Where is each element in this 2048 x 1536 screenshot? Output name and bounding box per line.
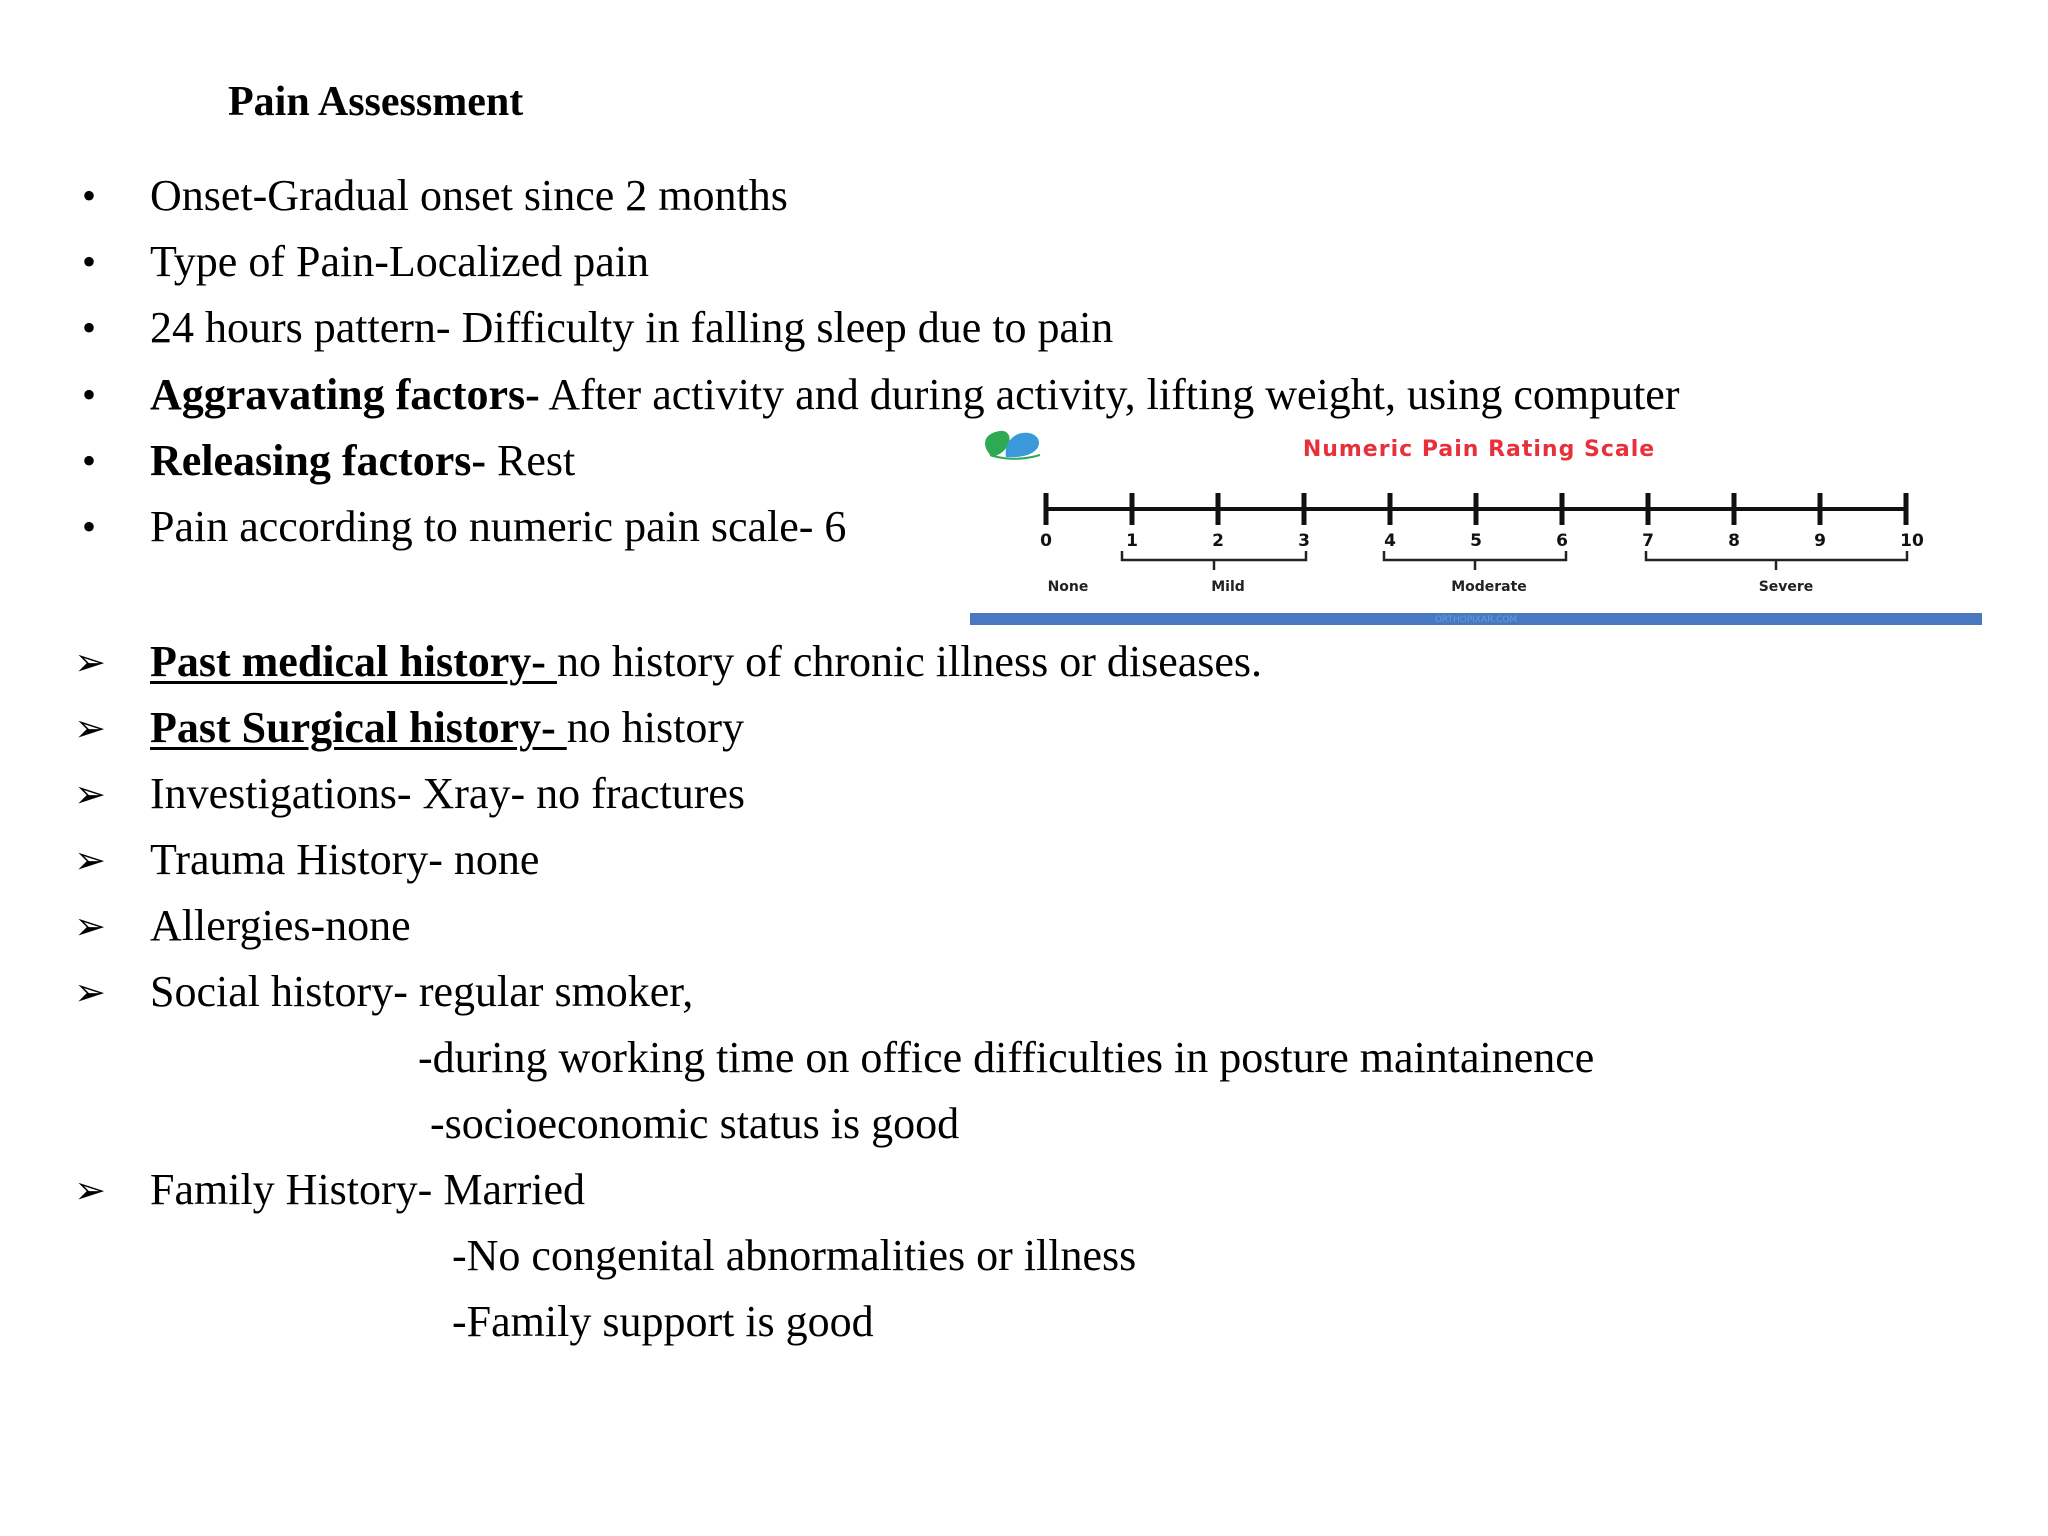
scale-number-label: 2	[1212, 531, 1224, 551]
history-text: Trauma History- none	[150, 835, 540, 884]
history-value: no history	[566, 703, 744, 752]
social-history-line: -socioeconomic status is good	[430, 1099, 960, 1148]
history-label: Past Surgical history-	[150, 703, 567, 752]
scale-category-moderate: Moderate	[1451, 579, 1527, 595]
scale-number-label: 9	[1814, 531, 1826, 551]
scale-number-label: 5	[1470, 531, 1482, 551]
social-history-line: -during working time on office difficulties in posture maintainence	[418, 1033, 1595, 1082]
arrow-bullet-icon: ➢	[74, 970, 106, 1014]
bullet-text	[150, 431, 575, 491]
bullet-icon: •	[81, 372, 96, 417]
page-title: Pain Assessment	[228, 79, 524, 125]
history-text	[150, 632, 1262, 692]
scale-category-none: None	[1047, 579, 1089, 595]
bullet-text: Onset-Gradual onset since 2 months	[150, 171, 788, 220]
scale-number-label: 0	[1040, 531, 1052, 551]
bullet-icon: •	[81, 173, 96, 218]
history-text	[150, 698, 744, 758]
bullet-icon: •	[81, 239, 96, 284]
scale-number-label: 10	[1900, 531, 1924, 551]
bullet-text: 24 hours pattern- Difficulty in falling sleep due to pain	[150, 303, 1114, 352]
pain-scale-figure	[964, 425, 1984, 625]
scale-number-label: 7	[1642, 531, 1654, 551]
arrow-bullet-icon: ➢	[74, 706, 106, 750]
bullet-text: Type of Pain-Localized pain	[150, 237, 650, 286]
pain-scale-svg	[964, 425, 1984, 625]
scale-numbers	[1040, 531, 1924, 551]
arrow-bullet-icon: ➢	[74, 838, 106, 882]
bullet-label: Aggravating factors-	[150, 370, 540, 419]
scale-number-label: 3	[1298, 531, 1310, 551]
family-history-line: -Family support is good	[452, 1297, 874, 1346]
scale-number-label: 8	[1728, 531, 1740, 551]
family-history-line: -No congenital abnormalities or illness	[452, 1231, 1137, 1280]
bullet-icon: •	[81, 305, 96, 350]
bullet-label: Releasing factors-	[150, 436, 487, 485]
scale-number-label: 4	[1384, 531, 1396, 551]
bullet-icon: •	[81, 504, 96, 549]
logo-icon	[985, 431, 1040, 459]
scale-title: Numeric Pain Rating Scale	[1302, 437, 1656, 462]
history-text: Investigations- Xray- no fractures	[150, 769, 746, 818]
history-value: no history of chronic illness or diseases.	[556, 637, 1263, 686]
bullet-value: After activity and during activity, lifting weight, using computer	[539, 370, 1680, 419]
scale-category-mild: Mild	[1211, 579, 1245, 595]
bullet-text	[150, 365, 1679, 425]
history-text: Social history- regular smoker,	[150, 967, 694, 1016]
arrow-bullet-icon: ➢	[74, 640, 106, 684]
arrow-bullet-icon: ➢	[74, 1168, 106, 1212]
history-text: Allergies-none	[150, 901, 411, 950]
bullet-icon: •	[81, 438, 96, 483]
history-label: Past medical history-	[150, 637, 557, 686]
scale-category-severe: Severe	[1758, 579, 1814, 595]
arrow-bullet-icon: ➢	[74, 772, 106, 816]
scale-number-label: 1	[1126, 531, 1138, 551]
arrow-bullet-icon: ➢	[74, 904, 106, 948]
scale-brackets	[1122, 551, 1907, 570]
bullet-text: Pain according to numeric pain scale- 6	[150, 502, 847, 551]
scale-footer-text: ORTHOPIXAR.COM	[1434, 615, 1518, 625]
history-text: Family History- Married	[150, 1165, 586, 1214]
scale-number-label: 6	[1556, 531, 1568, 551]
bullet-value: Rest	[486, 436, 576, 485]
